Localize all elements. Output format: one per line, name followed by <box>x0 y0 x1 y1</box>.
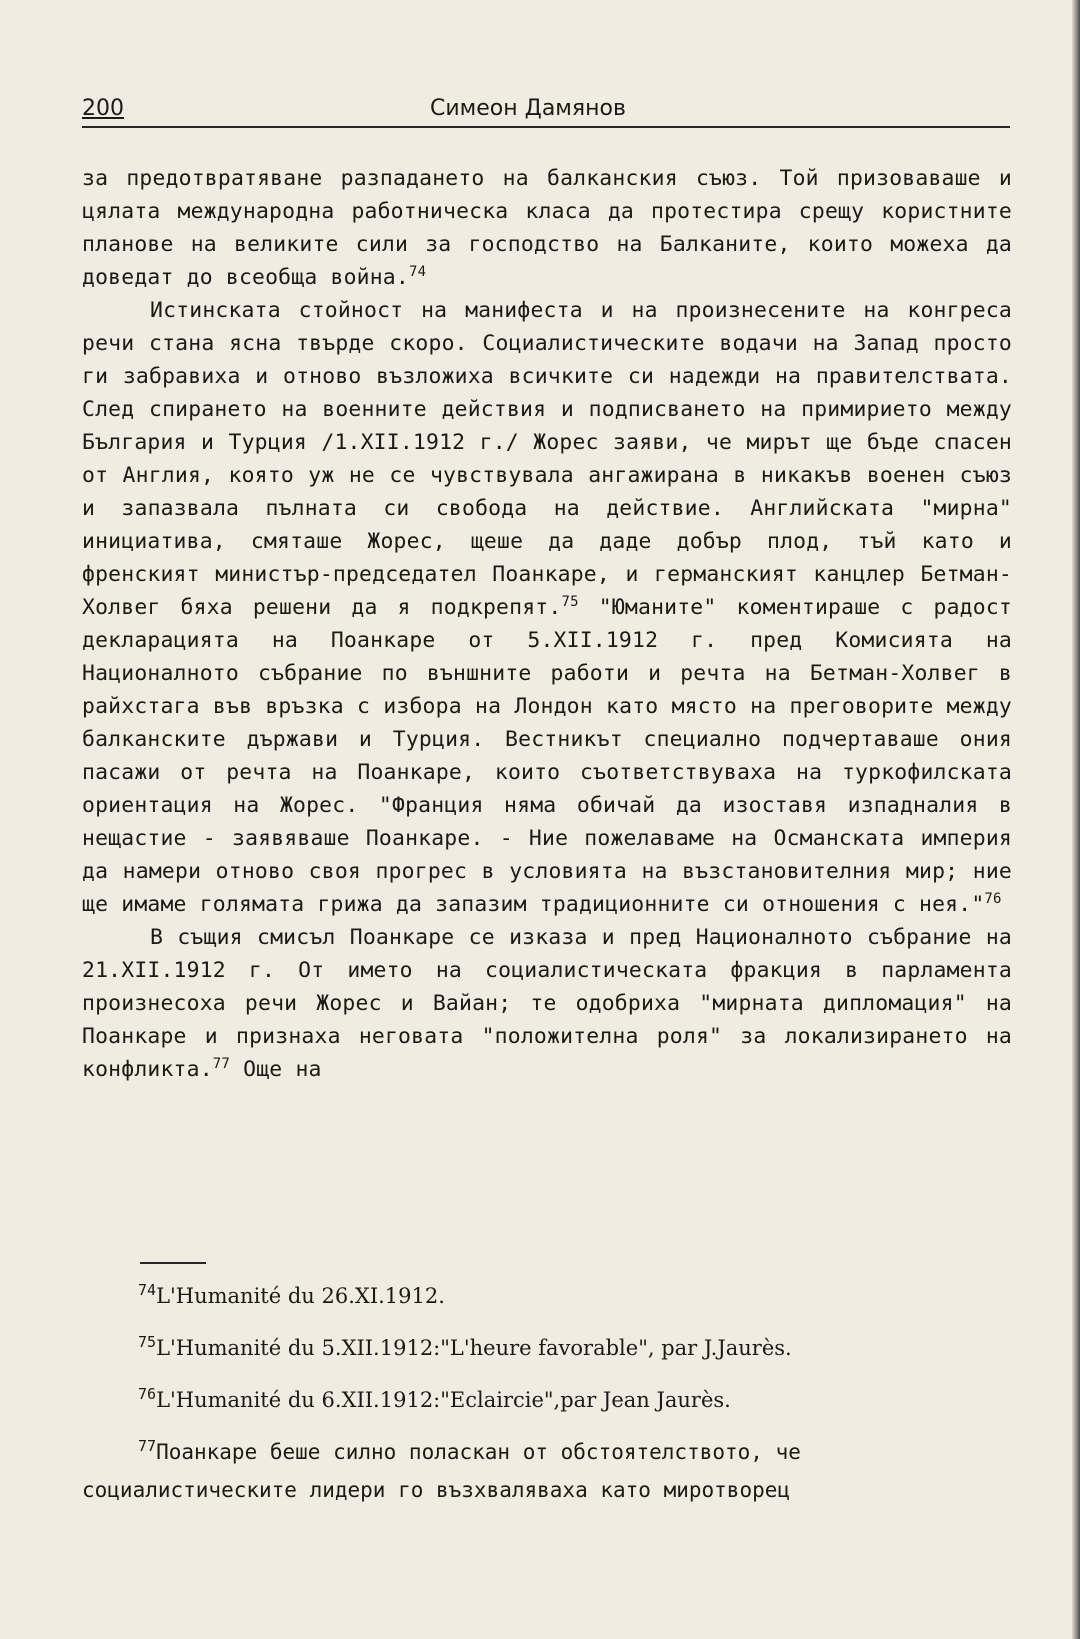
paragraph-1-text: за предотвратяване разпадането на балканския съюз. Той призоваваше и цялата международна работническа класа да протестира срещу користните планове на великите сили за господство на Балканите, които можеха да доведат до всеобща война. <box>82 166 1012 290</box>
paragraph-1 <box>82 162 1012 294</box>
footnote-text-76: L'Humanité du 6.XII.1912:"Eclaircie",par Jean Jaurès. <box>156 1388 731 1412</box>
footnote-text-75: L'Humanité du 5.XII.1912:"L'heure favorable", par J.Jaurès. <box>156 1336 792 1360</box>
running-head: Симеон Дамянов <box>430 96 626 121</box>
paragraph-2-text-b: "Юманите" коментираше с радост декларацията на Поанкаре от 5.XII.1912 г. пред Комисията на Националното събрание по външните работи и речта на Бетман-Холвег в райхстага във връзка с избора на Лондон като място на преговорите между балканските държави и Турция. Вестникът специално подчертаваше ония пасажи от речта на Поанкаре, които съответствуваха на туркофилската ориентация на Жорес. "Франция няма обичай да изоставя изпадналия в нещастие - заявяваше Поанкаре. - Ние пожелаваме на Османската империя да намери отново своя прогрес в условията на възстановителния мир; ние ще имаме голямата грижа да запазим традиционните си отношения с нея." <box>82 595 1012 917</box>
footnote-76 <box>82 1381 1012 1419</box>
footnote-text-77: Поанкаре беше силно поласкан от обстоятелството, че социалистическите лидери го възхваляваха като миротворец <box>82 1440 801 1502</box>
footnote-74 <box>82 1277 1012 1315</box>
footnote-ref-75: 75 <box>561 593 579 610</box>
paragraph-3-text: В същия смисъл Поанкаре се изказа и пред Националното събрание на 21.XII.1912 г. От името на социалистическата фракция в парламента произнесоха речи Жорес и Вайан; те одобриха "мирната дипломация" на Поанкаре и признаха неговата "положителна роля" за локализирането на конфликта. <box>82 925 1012 1082</box>
footnote-mark-77: 77 <box>138 1437 157 1455</box>
footnote-77 <box>82 1433 1012 1509</box>
page-edge-shadow <box>1072 0 1080 1639</box>
page-header <box>82 96 1010 128</box>
footnote-75 <box>82 1329 1012 1367</box>
footnote-mark-76: 76 <box>138 1385 157 1403</box>
footnote-divider <box>140 1262 206 1264</box>
paragraph-3 <box>82 921 1012 1086</box>
footnote-ref-76: 76 <box>984 890 1002 907</box>
paragraph-2-text-a: Истинската стойност на манифеста и на произнесените на конгреса речи стана ясна твърде скоро. Социалистическите водачи на Запад просто ги забравиха и отново възложиха всичките си надежди на правителствата. След спирането на военните действия и подписването на примирието между България и Турция /1.XII.1912 г./ Жорес заяви, че мирът ще бъде спасен от Англия, която уж не се чувствувала ангажирана в никакъв военен съюз и запазвала пълната си свобода на действие. Английската "мирна" инициатива, смяташе Жорес, щеше да даде добър плод, тъй като и френският министър-председател Поанкаре, и германският канцлер Бетман-Холвег бяха решени да я подкрепят. <box>82 298 1012 620</box>
footnotes <box>82 1277 1012 1523</box>
body-text <box>82 162 1012 1086</box>
footnote-text-74: L'Humanité du 26.XI.1912. <box>156 1284 445 1308</box>
footnote-ref-74: 74 <box>408 263 427 280</box>
paragraph-3-tail: Още на <box>230 1057 322 1082</box>
footnote-mark-74: 74 <box>138 1281 157 1299</box>
paragraph-2 <box>82 294 1012 921</box>
footnote-mark-75: 75 <box>138 1333 157 1351</box>
footnote-ref-77: 77 <box>212 1055 231 1072</box>
page-number: 200 <box>82 96 124 121</box>
